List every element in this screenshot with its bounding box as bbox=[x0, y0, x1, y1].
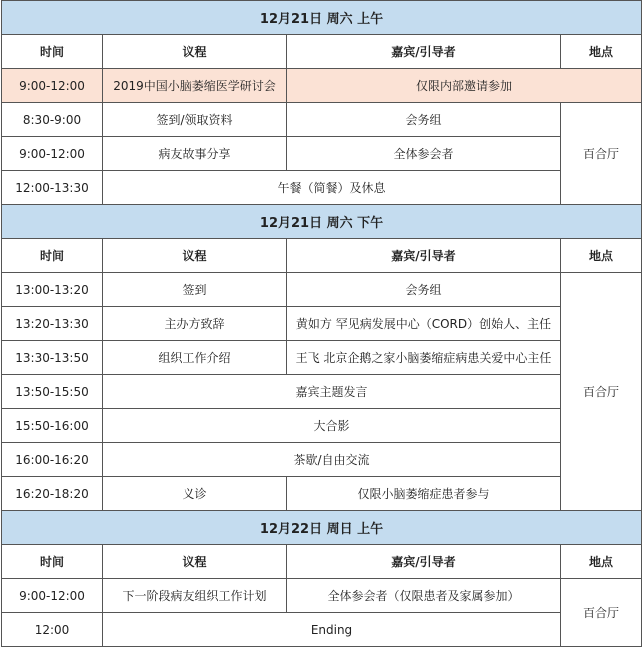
column-header-row bbox=[2, 239, 642, 273]
row-merged: 茶歇/自由交流 bbox=[103, 443, 561, 477]
row-agenda: 签到/领取资料 bbox=[103, 103, 287, 137]
row-guest: 黄如方 罕见病发展中心（CORD）创始人、主任 bbox=[287, 307, 561, 341]
section-title: 12月22日 周日 上午 bbox=[2, 511, 642, 545]
table-row bbox=[2, 69, 642, 103]
row-agenda: 病友故事分享 bbox=[103, 137, 287, 171]
place-cell: 百合厅 bbox=[561, 273, 642, 511]
column-header-row bbox=[2, 545, 642, 579]
header-place: 地点 bbox=[561, 545, 642, 579]
row-time: 9:00-12:00 bbox=[2, 69, 103, 103]
row-time: 13:00-13:20 bbox=[2, 273, 103, 307]
table-row bbox=[2, 613, 642, 647]
header-agenda: 议程 bbox=[103, 35, 287, 69]
row-guest: 会务组 bbox=[287, 103, 561, 137]
row-agenda: 签到 bbox=[103, 273, 287, 307]
row-merged: Ending bbox=[103, 613, 561, 647]
section-header bbox=[2, 205, 642, 239]
header-time: 时间 bbox=[2, 35, 103, 69]
row-agenda: 义诊 bbox=[103, 477, 287, 511]
row-time: 13:30-13:50 bbox=[2, 341, 103, 375]
row-merged: 大合影 bbox=[103, 409, 561, 443]
table-row bbox=[2, 375, 642, 409]
header-guest: 嘉宾/引导者 bbox=[287, 35, 561, 69]
header-place: 地点 bbox=[561, 35, 642, 69]
table-row bbox=[2, 103, 642, 137]
row-guest: 王飞 北京企鹅之家小脑萎缩症病患关爱中心主任 bbox=[287, 341, 561, 375]
row-agenda: 2019中国小脑萎缩医学研讨会 bbox=[103, 69, 287, 103]
table-row bbox=[2, 137, 642, 171]
section-title: 12月21日 周六 上午 bbox=[2, 1, 642, 35]
place-cell: 百合厅 bbox=[561, 579, 642, 647]
header-guest: 嘉宾/引导者 bbox=[287, 545, 561, 579]
section-header bbox=[2, 511, 642, 545]
row-time: 16:00-16:20 bbox=[2, 443, 103, 477]
table-row bbox=[2, 579, 642, 613]
row-guest: 仅限内部邀请参加 bbox=[287, 69, 642, 103]
header-place: 地点 bbox=[561, 239, 642, 273]
row-time: 9:00-12:00 bbox=[2, 579, 103, 613]
row-merged: 嘉宾主题发言 bbox=[103, 375, 561, 409]
table-row bbox=[2, 477, 642, 511]
row-guest: 仅限小脑萎缩症患者参与 bbox=[287, 477, 561, 511]
table-row bbox=[2, 443, 642, 477]
row-guest: 全体参会者 bbox=[287, 137, 561, 171]
table-row bbox=[2, 273, 642, 307]
row-guest: 会务组 bbox=[287, 273, 561, 307]
header-time: 时间 bbox=[2, 545, 103, 579]
row-time: 13:50-15:50 bbox=[2, 375, 103, 409]
row-merged: 午餐（简餐）及休息 bbox=[103, 171, 561, 205]
column-header-row bbox=[2, 35, 642, 69]
row-time: 8:30-9:00 bbox=[2, 103, 103, 137]
header-time: 时间 bbox=[2, 239, 103, 273]
header-agenda: 议程 bbox=[103, 239, 287, 273]
schedule-table bbox=[1, 0, 642, 647]
row-time: 13:20-13:30 bbox=[2, 307, 103, 341]
table-row bbox=[2, 341, 642, 375]
row-agenda: 下一阶段病友组织工作计划 bbox=[103, 579, 287, 613]
table-row bbox=[2, 171, 642, 205]
row-agenda: 组织工作介绍 bbox=[103, 341, 287, 375]
section-header bbox=[2, 1, 642, 35]
table-row bbox=[2, 409, 642, 443]
row-time: 15:50-16:00 bbox=[2, 409, 103, 443]
row-time: 12:00 bbox=[2, 613, 103, 647]
row-time: 9:00-12:00 bbox=[2, 137, 103, 171]
table-row bbox=[2, 307, 642, 341]
row-guest: 全体参会者（仅限患者及家属参加） bbox=[287, 579, 561, 613]
row-time: 12:00-13:30 bbox=[2, 171, 103, 205]
header-guest: 嘉宾/引导者 bbox=[287, 239, 561, 273]
section-title: 12月21日 周六 下午 bbox=[2, 205, 642, 239]
header-agenda: 议程 bbox=[103, 545, 287, 579]
place-cell: 百合厅 bbox=[561, 103, 642, 205]
row-time: 16:20-18:20 bbox=[2, 477, 103, 511]
row-agenda: 主办方致辞 bbox=[103, 307, 287, 341]
